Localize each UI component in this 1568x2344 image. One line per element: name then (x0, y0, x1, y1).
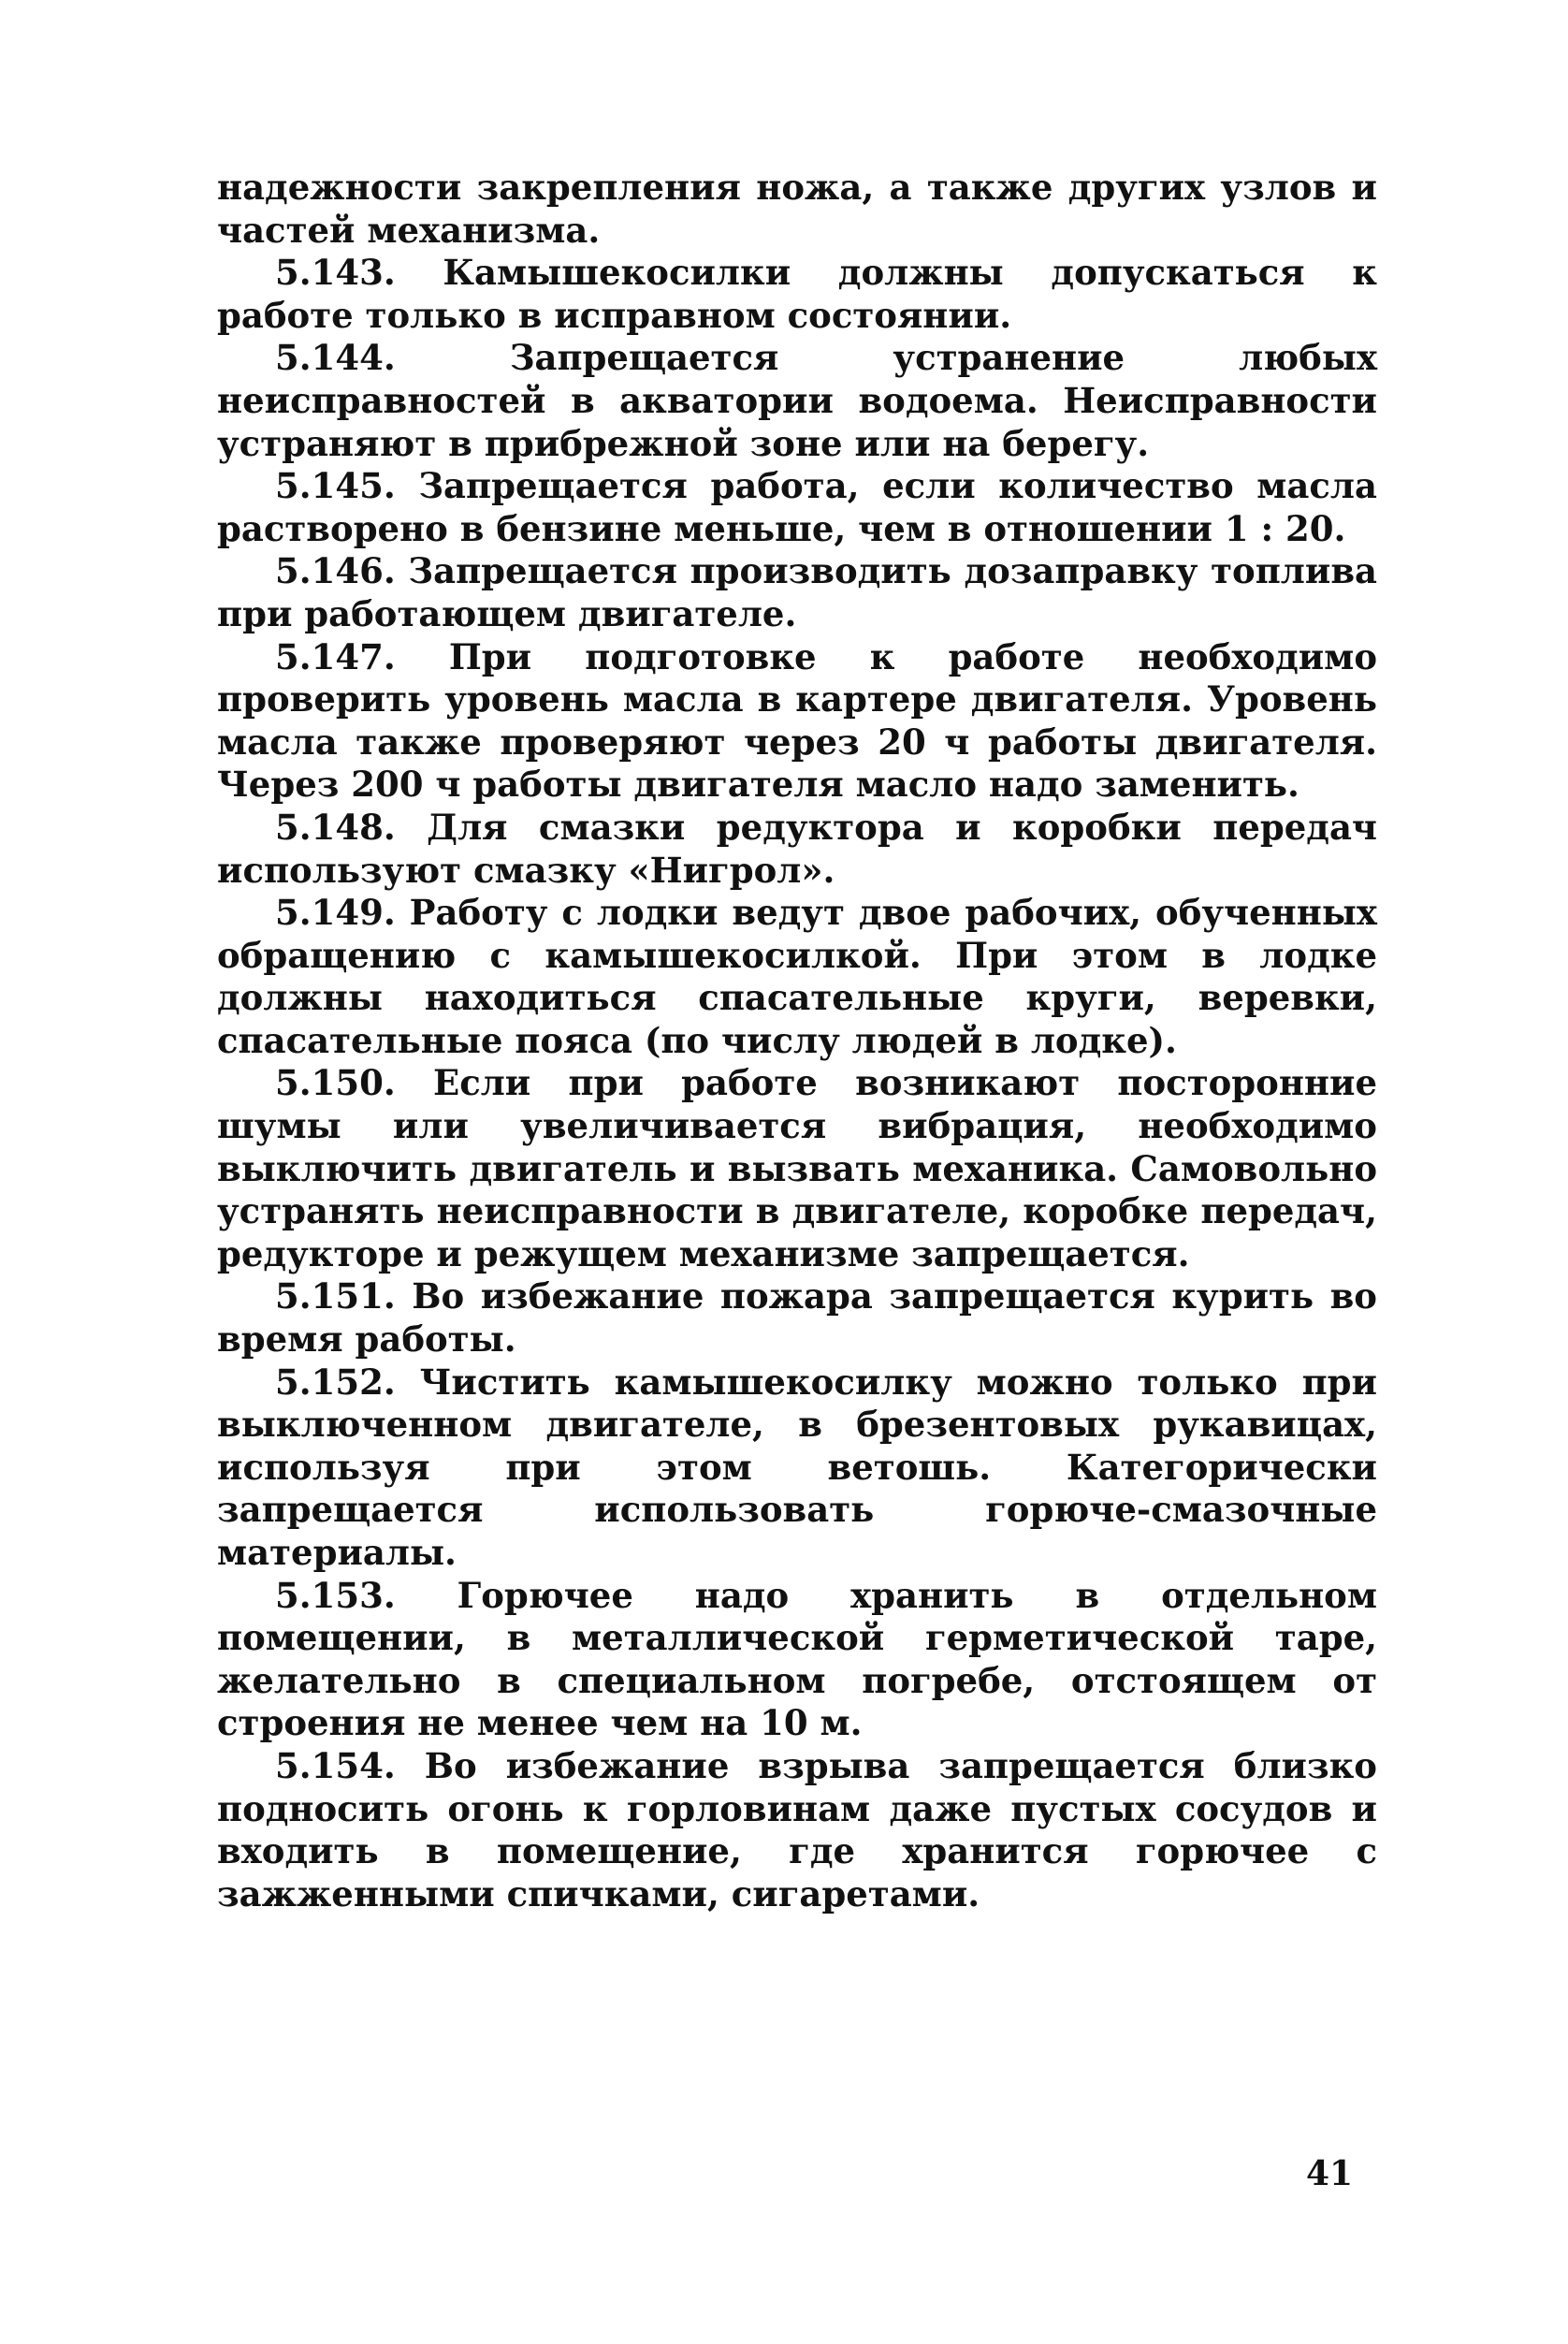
body-text (217, 167, 1377, 1915)
paragraph-5-148: 5.148. Для смазки редуктора и коробки передач используют смазку «Нигрол». (217, 806, 1377, 891)
paragraph-5-152: 5.152. Чистить камышекосилку можно только при выключенном двигателе, в брезентовых рукавицах, используя при этом ветошь. Категорически запрещается использовать горюче-смазочные материалы. (217, 1361, 1377, 1573)
paragraph-5-143: 5.143. Камышекосилки должны допускаться к работе только в исправном состоянии. (217, 252, 1377, 336)
paragraph-5-145: 5.145. Запрещается работа, если количество масла растворено в бензине меньше, чем в отношении 1 : 20. (217, 465, 1377, 549)
paragraph-5-149: 5.149. Работу с лодки ведут двое рабочих, обученных обращению с камышекосилкой. При этом в лодке должны находиться спасательные круги, веревки, спасательные пояса (по числу людей в лодке). (217, 892, 1377, 1061)
paragraph-5-146: 5.146. Запрещается производить дозаправку топлива при работающем двигателе. (217, 550, 1377, 634)
page-number: 41 (1306, 2154, 1354, 2193)
paragraph-5-150: 5.150. Если при работе возникают посторонние шумы или увеличивается вибрация, необходимо выключить двигатель и вызвать механика. Самовольно устранять неисправности в двигателе, коробке передач, редукторе и режущем механизме запрещается. (217, 1062, 1377, 1274)
paragraph-5-153: 5.153. Горючее надо хранить в отдельном помещении, в металлической герметической таре, желательно в специальном погребе, отстоящем от строения не менее чем на 10 м. (217, 1574, 1377, 1744)
paragraph-5-147: 5.147. При подготовке к работе необходимо проверить уровень масла в картере двигателя. Уровень масла также проверяют через 20 ч работы двигателя. Через 200 ч работы двигателя масло надо заменить. (217, 635, 1377, 806)
paragraph-5-144: 5.144. Запрещается устранение любых неисправностей в акватории водоема. Неисправности устраняют в прибрежной зоне или на берегу. (217, 337, 1377, 464)
paragraph-5-151: 5.151. Во избежание пожара запрещается курить во время работы. (217, 1275, 1377, 1361)
paragraph-continuation: надежности закрепления ножа, а также других узлов и частей механизма. (217, 167, 1377, 251)
paragraph-5-154: 5.154. Во избежание взрыва запрещается близко подносить огонь к горловинам даже пустых сосудов и входить в помещение, где хранится горючее с зажженными спичками, сигаретами. (217, 1744, 1377, 1915)
